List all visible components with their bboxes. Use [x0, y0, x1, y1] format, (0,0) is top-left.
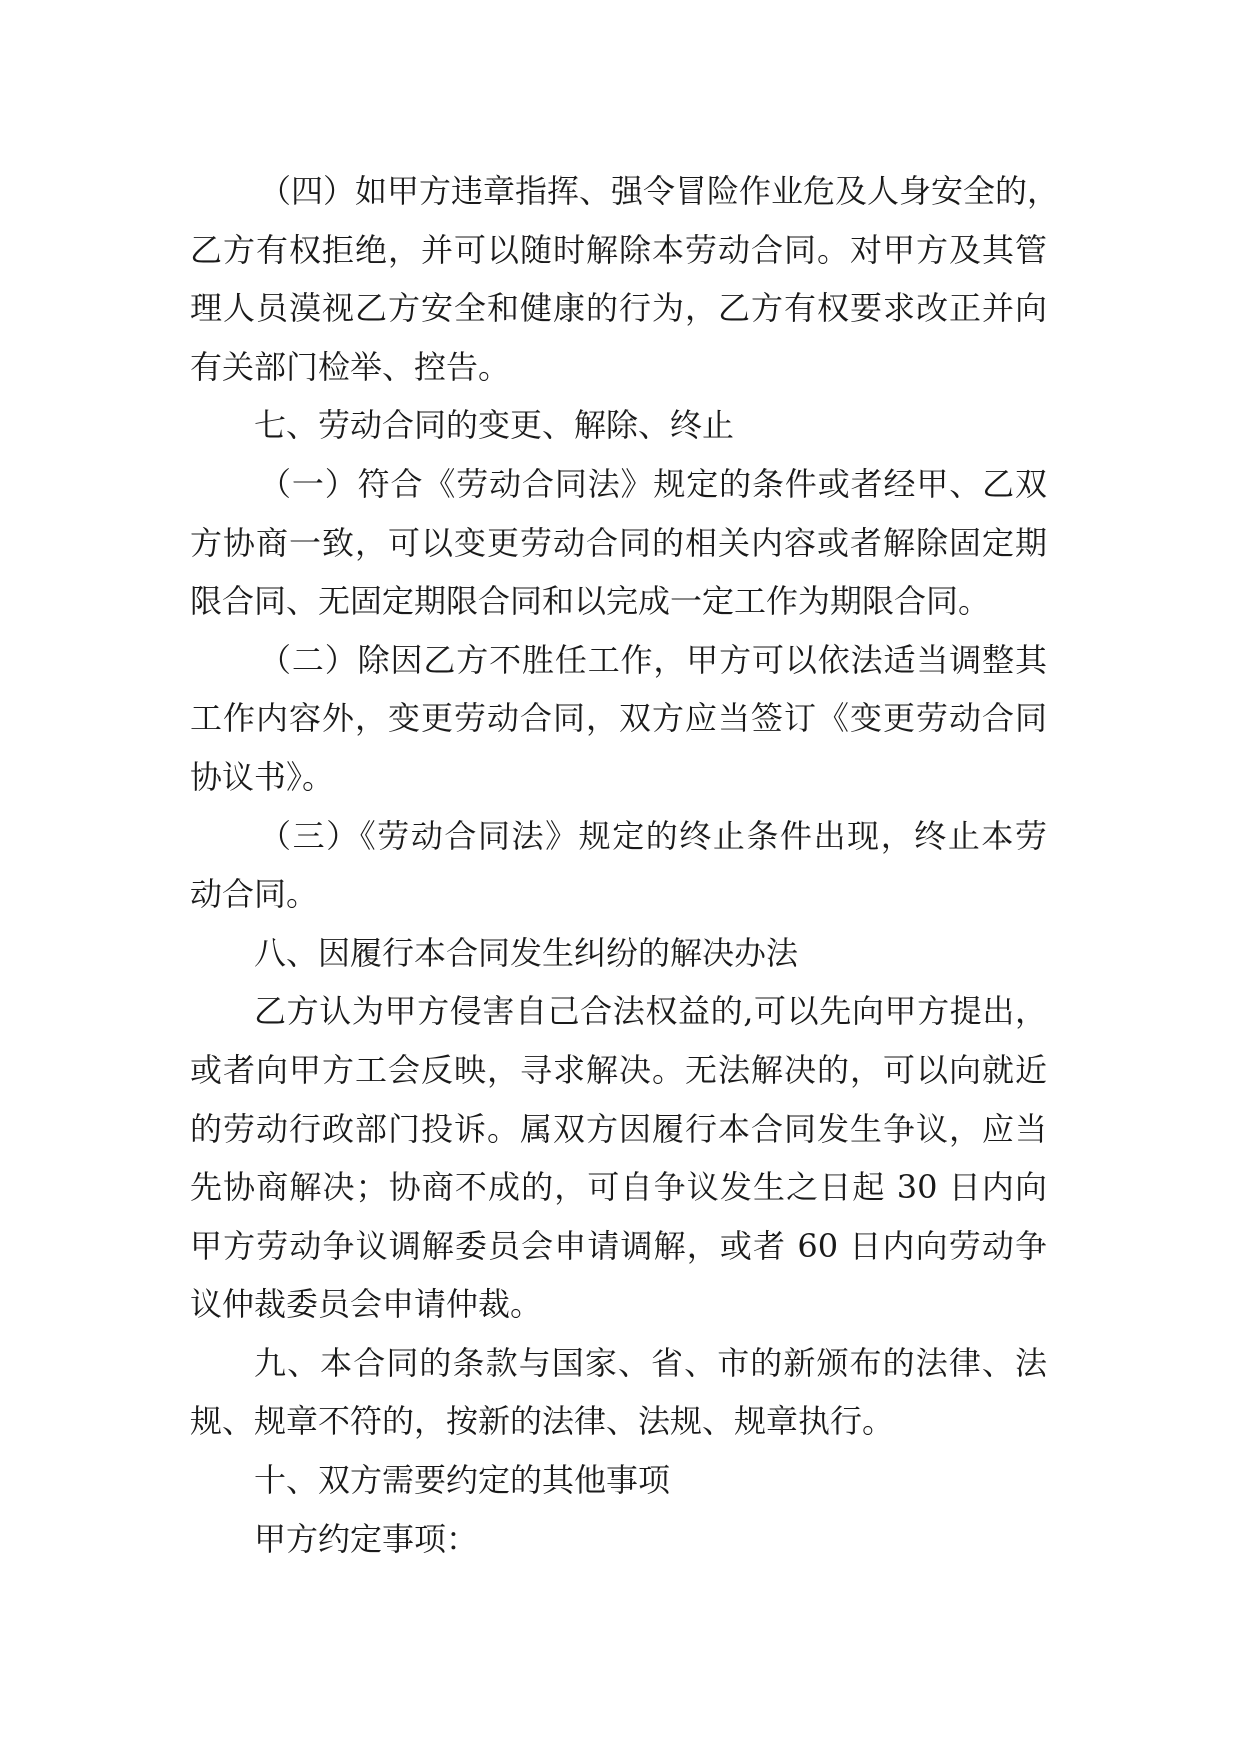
section-heading: 七、劳动合同的变更、解除、终止	[254, 406, 735, 445]
section-heading: 十、双方需要约定的其他事项	[254, 1461, 671, 1500]
paragraph-line: （二）除因乙方不胜任工作，甲方可以依法适当调整其	[259, 640, 1047, 679]
paragraph-line: 甲方约定事项：	[254, 1519, 479, 1558]
paragraph-line: 或者向甲方工会反映，寻求解决。无法解决的，可以向就近	[190, 1050, 1047, 1089]
paragraph-line: 协议书》。	[190, 757, 335, 796]
paragraph-line: 议仲裁委员会申请仲裁。	[190, 1285, 543, 1324]
paragraph-line: 有关部门检举、控告。	[190, 347, 511, 386]
section-heading: 八、因履行本合同发生纠纷的解决办法	[254, 933, 799, 972]
paragraph-line: （三）《劳动合同法》规定的终止条件出现，终止本劳	[259, 816, 1047, 855]
paragraph-line: 工作内容外，变更劳动合同，双方应当签订《变更劳动合同	[190, 699, 1047, 738]
paragraph-line: 限合同、无固定期限合同和以完成一定工作为期限合同。	[190, 582, 991, 621]
paragraph-line: 乙方认为甲方侵害自己合法权益的,可以先向甲方提出，	[254, 992, 1047, 1031]
paragraph-line: 甲方劳动争议调解委员会申请调解，或者 60 日内向劳动争	[190, 1226, 1047, 1265]
paragraph-line: 的劳动行政部门投诉。属双方因履行本合同发生争议，应当	[190, 1109, 1047, 1148]
paragraph-line: 乙方有权拒绝，并可以随时解除本劳动合同。对甲方及其管	[190, 230, 1047, 269]
paragraph-line: 方协商一致，可以变更劳动合同的相关内容或者解除固定期	[190, 523, 1047, 562]
paragraph-line: 先协商解决；协商不成的，可自争议发生之日起 30 日内向	[190, 1168, 1047, 1207]
paragraph-line: 九、本合同的条款与国家、省、市的新颁布的法律、法	[254, 1343, 1047, 1382]
paragraph-line: （一）符合《劳动合同法》规定的条件或者经甲、乙双	[259, 464, 1047, 503]
paragraph-line: 规、规章不符的，按新的法律、法规、规章执行。	[190, 1402, 895, 1441]
paragraph-line: 理人员漠视乙方安全和健康的行为，乙方有权要求改正并向	[190, 289, 1047, 328]
paragraph-line: 动合同。	[190, 875, 319, 914]
document-body	[190, 162, 1060, 1568]
paragraph-line: （四）如甲方违章指挥、强令冒险作业危及人身安全的，	[259, 172, 1060, 210]
